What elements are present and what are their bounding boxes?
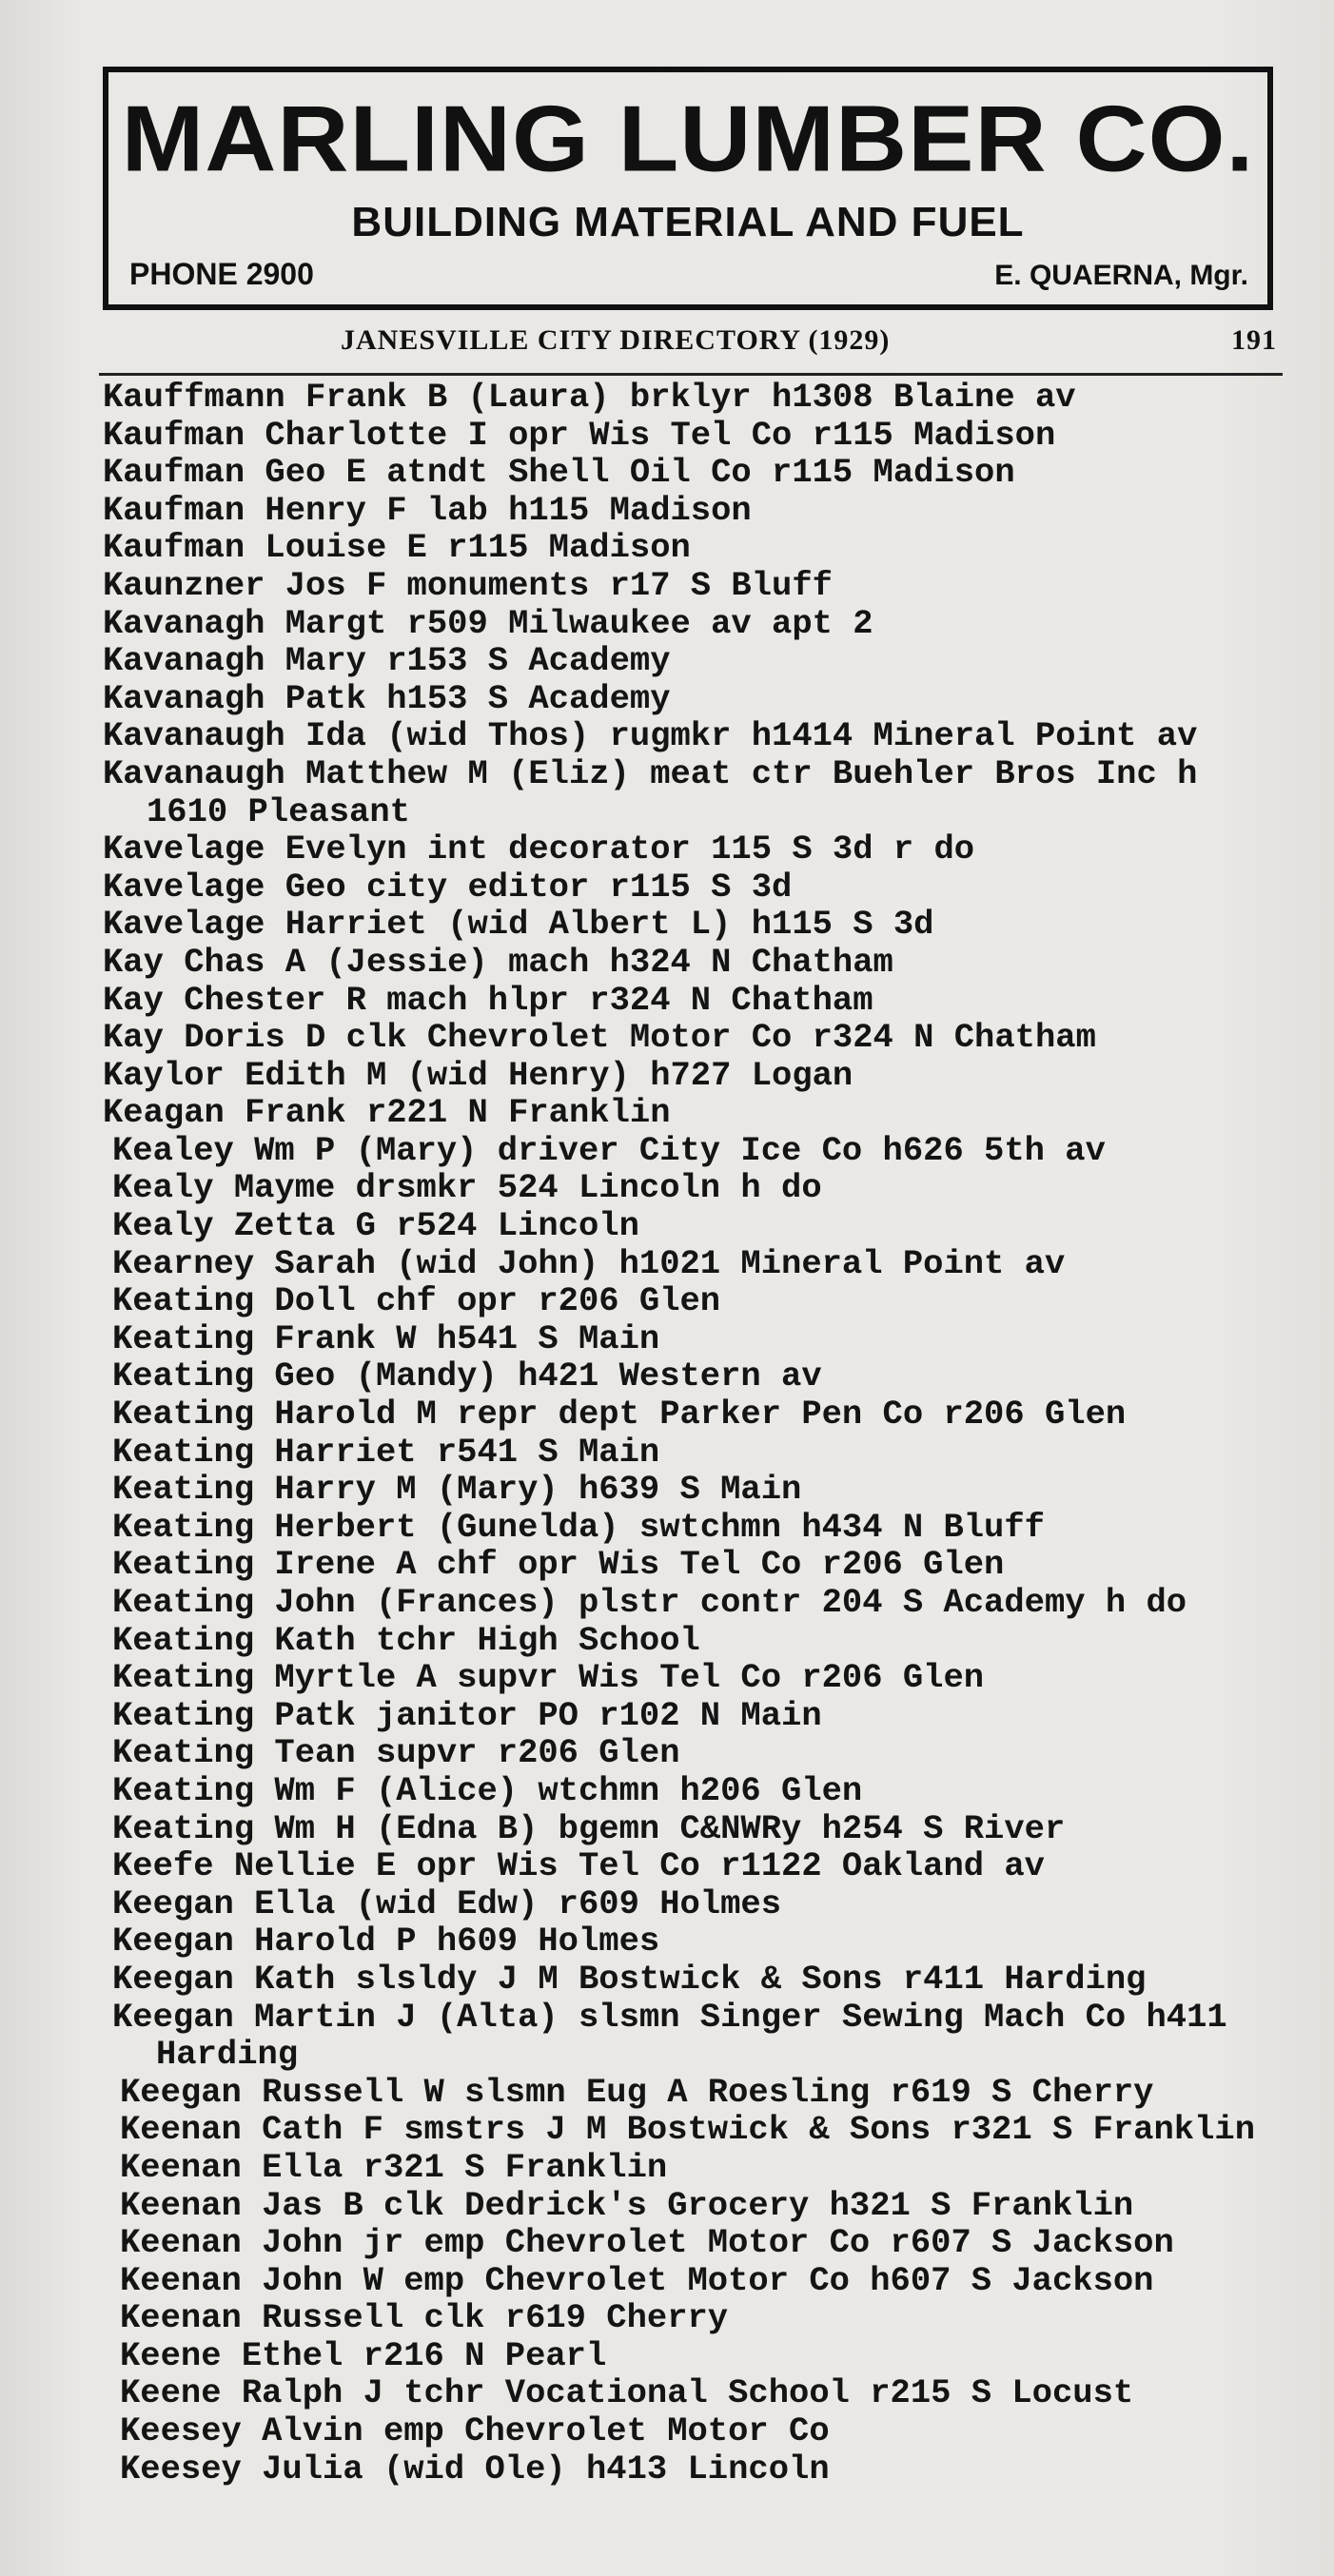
directory-entry: Kaufman Louise E r115 Madison xyxy=(103,528,691,568)
header-rule xyxy=(99,373,1283,376)
directory-entry: Keegan Kath slsldy J M Bostwick & Sons r411 Harding xyxy=(112,1959,1147,1999)
directory-entry: Keenan Ella r321 S Franklin xyxy=(120,2147,668,2187)
directory-entry: Kavanaugh Matthew M (Eliz) meat ctr Buehler Bros Inc h 1610 Pleasant xyxy=(103,753,1198,831)
directory-entry: Keenan John jr emp Chevrolet Motor Co r607 S Jackson xyxy=(120,2223,1174,2263)
directory-entry: Kealey Wm P (Mary) driver City Ice Co h626 5th av xyxy=(112,1130,1106,1170)
ad-company-name: MARLING LUMBER CO. xyxy=(121,86,1255,192)
directory-entry: Kealy Mayme drsmkr 524 Lincoln h do xyxy=(112,1168,822,1208)
directory-entry: Keating Patk janitor PO r102 N Main xyxy=(112,1695,822,1735)
directory-entry: Keenan Jas B clk Dedrick's Grocery h321 S Franklin xyxy=(120,2185,1134,2225)
directory-entry: Kaunzner Jos F monuments r17 S Bluff xyxy=(103,565,833,605)
directory-entry: Keene Ralph J tchr Vocational School r215 S Locust xyxy=(120,2373,1134,2413)
ad-tagline: BUILDING MATERIAL AND FUEL xyxy=(351,199,1025,245)
directory-entry: Keagan Frank r221 N Franklin xyxy=(103,1093,671,1133)
directory-entry: Keating Harold M repr dept Parker Pen Co r206 Glen xyxy=(112,1395,1127,1434)
ad-manager: E. QUAERNA, Mgr. xyxy=(994,260,1248,291)
directory-entry: Keating Irene A chf opr Wis Tel Co r206 Glen xyxy=(112,1545,1005,1585)
directory-entry: Keating Geo (Mandy) h421 Western av xyxy=(112,1356,822,1396)
directory-entry: Keegan Russell W slsmn Eug A Roesling r619 S Cherry xyxy=(120,2072,1154,2112)
directory-entry: Keating Harriet r541 S Main xyxy=(112,1432,660,1472)
directory-entry: Keating Kath tchr High School xyxy=(112,1620,700,1660)
directory-entry: Keating John (Frances) plstr contr 204 S Academy h do xyxy=(112,1583,1187,1622)
advertisement-box xyxy=(103,67,1273,310)
directory-entry: Keesey Julia (wid Ole) h413 Lincoln xyxy=(120,2449,830,2488)
directory-entry: Keating Frank W h541 S Main xyxy=(112,1318,660,1358)
directory-entry: Kavelage Geo city editor r115 S 3d xyxy=(103,867,793,907)
directory-entry: Keating Tean supvr r206 Glen xyxy=(112,1733,680,1773)
directory-entry: Kaufman Henry F lab h115 Madison xyxy=(103,490,752,530)
ad-phone: PHONE 2900 xyxy=(129,257,314,291)
directory-entry: Keenan Russell clk r619 Cherry xyxy=(120,2298,729,2338)
directory-entry: Kaylor Edith M (wid Henry) h727 Logan xyxy=(103,1055,853,1095)
running-header xyxy=(103,320,1281,361)
directory-entry: Kay Chester R mach hlpr r324 N Chatham xyxy=(103,980,873,1020)
directory-entry: Kay Doris D clk Chevrolet Motor Co r324 N Chatham xyxy=(103,1018,1096,1058)
directory-entry: Keenan John W emp Chevrolet Motor Co h607 S Jackson xyxy=(120,2260,1154,2300)
directory-listing xyxy=(0,379,1334,2488)
directory-entry: Keating Doll chf opr r206 Glen xyxy=(112,1281,721,1321)
directory-entry: Kavanagh Patk h153 S Academy xyxy=(103,678,671,718)
directory-entry: Keesey Alvin emp Chevrolet Motor Co xyxy=(120,2411,830,2451)
directory-entry: Kavanagh Margt r509 Milwaukee av apt 2 xyxy=(103,603,873,643)
directory-entry: Kay Chas A (Jessie) mach h324 N Chatham xyxy=(103,942,893,982)
directory-entry: Kealy Zetta G r524 Lincoln xyxy=(112,1206,639,1246)
directory-entry: Kaufman Geo E atndt Shell Oil Co r115 Madison xyxy=(103,453,1015,493)
directory-entry: Keegan Martin J (Alta) slsmn Singer Sewing Mach Co h411 Harding xyxy=(112,1997,1227,2075)
directory-entry: Kearney Sarah (wid John) h1021 Mineral Point av xyxy=(112,1243,1066,1283)
directory-title: JANESVILLE CITY DIRECTORY (1929) xyxy=(341,324,891,356)
directory-entry: Keating Wm F (Alice) wtchmn h206 Glen xyxy=(112,1770,863,1810)
directory-entry: Keating Wm H (Edna B) bgemn C&NWRy h254 S River xyxy=(112,1808,1066,1848)
directory-entry: Keegan Harold P h609 Holmes xyxy=(112,1922,660,1961)
directory-entry: Keenan Cath F smstrs J M Bostwick & Sons r321 S Franklin xyxy=(120,2110,1255,2150)
directory-entry: Kavelage Evelyn int decorator 115 S 3d r do xyxy=(103,829,975,869)
directory-entry: Keating Harry M (Mary) h639 S Main xyxy=(112,1470,802,1510)
directory-entry: Kavanagh Mary r153 S Academy xyxy=(103,641,671,681)
directory-entry: Keegan Ella (wid Edw) r609 Holmes xyxy=(112,1883,782,1923)
directory-entry: Keefe Nellie E opr Wis Tel Co r1122 Oakland av xyxy=(112,1846,1045,1886)
directory-entry: Kavanaugh Ida (wid Thos) rugmkr h1414 Mineral Point av xyxy=(103,716,1198,756)
directory-entry: Keating Myrtle A supvr Wis Tel Co r206 Glen xyxy=(112,1658,985,1698)
directory-entry: Kaufman Charlotte I opr Wis Tel Co r115 Madison xyxy=(103,415,1056,455)
directory-entry: Keating Herbert (Gunelda) swtchmn h434 N Bluff xyxy=(112,1507,1045,1547)
page-number: 191 xyxy=(1231,324,1277,356)
directory-entry: Keene Ethel r216 N Pearl xyxy=(120,2335,607,2375)
directory-entry: Kavelage Harriet (wid Albert L) h115 S 3d xyxy=(103,905,934,945)
directory-entry: Kauffmann Frank B (Laura) brklyr h1308 Blaine av xyxy=(103,378,1076,417)
